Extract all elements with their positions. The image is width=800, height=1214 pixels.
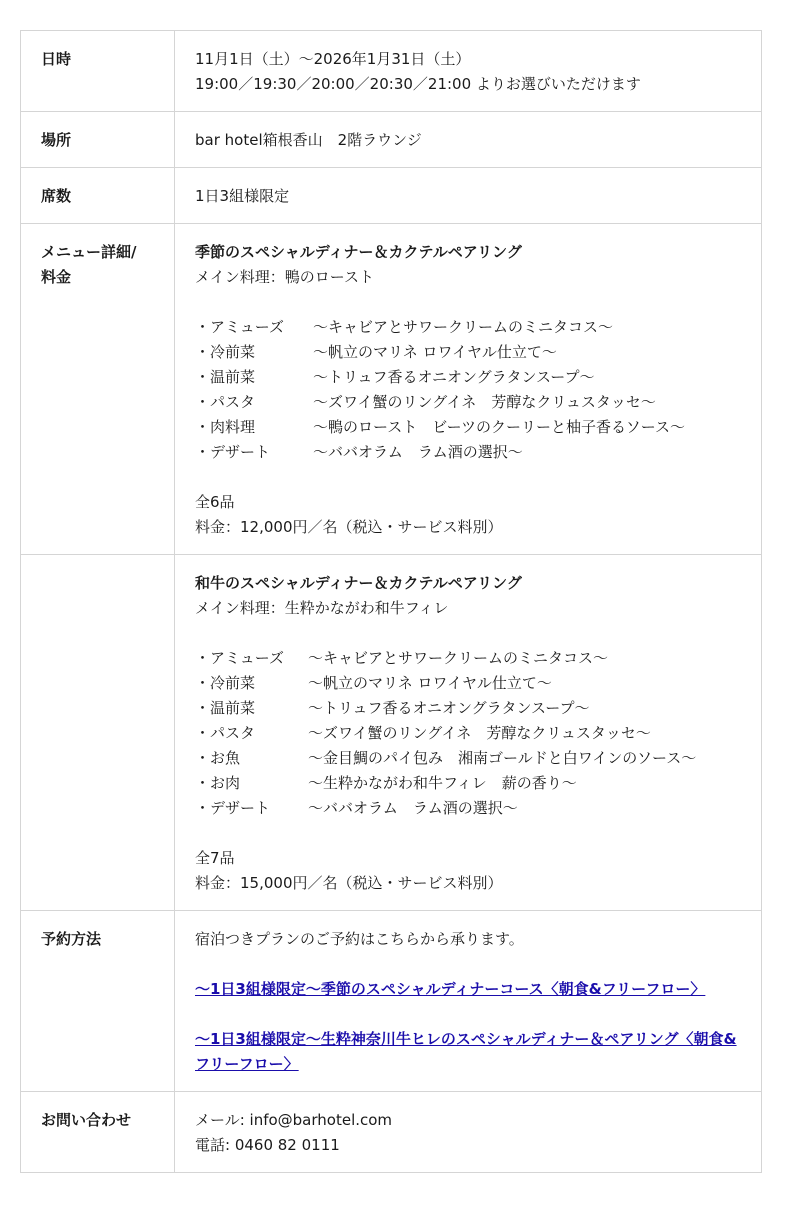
datetime-times: 19:00／19:30／20:00／20:30／21:00 よりお選びいただけます [195, 75, 641, 93]
contact-row [21, 1092, 762, 1173]
menu-label-line1: メニュー詳細/ [41, 243, 137, 261]
wagyu-main-dish: メイン料理：生粋かながわ和牛フィレ [195, 599, 449, 617]
reservation-intro: 宿泊つきプランのご予約はこちらから承ります。 [195, 930, 524, 948]
course-name: ・パスタ [195, 393, 256, 411]
location-value: bar hotel箱根香山 2階ラウンジ [175, 112, 762, 168]
menu-label-line2: 料金 [41, 268, 72, 286]
contact-phone: 電話: 0460 82 0111 [195, 1136, 340, 1154]
menu-label [21, 224, 175, 555]
course-item [195, 646, 741, 671]
reservation-value [175, 911, 762, 1092]
course-item [195, 315, 741, 340]
seasonal-course-list [195, 315, 741, 465]
reservation-label: 予約方法 [21, 911, 175, 1092]
menu-seasonal-details [175, 224, 762, 555]
wagyu-booking-link[interactable]: 〜1日3組様限定〜生粋神奈川牛ヒレのスペシャルディナー＆ペアリング〈朝食&フリーフロー〉 [195, 1030, 737, 1073]
reservation-row [21, 911, 762, 1092]
course-item [195, 721, 741, 746]
course-item [195, 390, 741, 415]
seasonal-main-dish: メイン料理：鴨のロースト [195, 268, 374, 286]
menu-seasonal-row [21, 224, 762, 555]
contact-value [175, 1092, 762, 1173]
wagyu-price: 料金：15,000円／名（税込・サービス料別） [195, 874, 503, 892]
course-description: 〜キャビアとサワークリームのミニタコス〜 [313, 318, 614, 336]
course-name: ・肉料理 [195, 418, 256, 436]
course-description: 〜鴨のロースト ビーツのクーリーと柚子香るソース〜 [313, 418, 686, 436]
course-name: ・パスタ [195, 724, 256, 742]
datetime-label: 日時 [21, 31, 175, 112]
course-name: ・お魚 [195, 749, 241, 767]
seats-label: 席数 [21, 168, 175, 224]
seasonal-booking-link[interactable]: 〜1日3組様限定〜季節のスペシャルディナーコース〈朝食&フリーフロー〉 [195, 980, 706, 998]
course-name: ・冷前菜 [195, 343, 256, 361]
menu-wagyu-details [175, 555, 762, 911]
course-description: 〜トリュフ香るオニオングラタンスープ〜 [313, 368, 595, 386]
course-description: 〜ズワイ蟹のリングイネ 芳醇なクリュスタッセ〜 [313, 393, 656, 411]
course-name: ・お肉 [195, 774, 241, 792]
datetime-dates: 11月1日（土）〜2026年1月31日（土） [195, 50, 471, 68]
course-description: 〜ズワイ蟹のリングイネ 芳醇なクリュスタッセ〜 [308, 724, 651, 742]
course-name: ・アミューズ [195, 649, 284, 667]
course-name: ・温前菜 [195, 368, 256, 386]
course-item [195, 415, 741, 440]
seats-value: 1日3組様限定 [175, 168, 762, 224]
wagyu-course-count: 全7品 [195, 849, 235, 867]
seasonal-price: 料金：12,000円／名（税込・サービス料別） [195, 518, 503, 536]
datetime-value [175, 31, 762, 112]
course-description: 〜生粋かながわ和牛フィレ 薪の香り〜 [308, 774, 577, 792]
location-label: 場所 [21, 112, 175, 168]
course-item [195, 746, 741, 771]
course-item [195, 796, 741, 821]
course-description: 〜トリュフ香るオニオングラタンスープ〜 [308, 699, 590, 717]
contact-label: お問い合わせ [21, 1092, 175, 1173]
seasonal-course-count: 全6品 [195, 493, 235, 511]
course-description: 〜金目鯛のパイ包み 湘南ゴールドと白ワインのソース〜 [308, 749, 697, 767]
event-info-table [20, 30, 762, 1173]
course-description: 〜ババオラム ラム酒の選択〜 [308, 799, 518, 817]
datetime-row [21, 31, 762, 112]
menu-wagyu-row [21, 555, 762, 911]
wagyu-course-list [195, 646, 741, 821]
course-description: 〜帆立のマリネ ロワイヤル仕立て〜 [313, 343, 557, 361]
course-name: ・デザート [195, 799, 271, 817]
wagyu-menu-title: 和牛のスペシャルディナー＆カクテルペアリング [195, 574, 522, 592]
course-item [195, 696, 741, 721]
location-row [21, 112, 762, 168]
course-name: ・温前菜 [195, 699, 256, 717]
course-item [195, 671, 741, 696]
course-description: 〜キャビアとサワークリームのミニタコス〜 [308, 649, 609, 667]
contact-email: メール: info@barhotel.com [195, 1111, 393, 1129]
course-item [195, 771, 741, 796]
course-item [195, 340, 741, 365]
course-description: 〜ババオラム ラム酒の選択〜 [313, 443, 523, 461]
course-description: 〜帆立のマリネ ロワイヤル仕立て〜 [308, 674, 552, 692]
seasonal-menu-title: 季節のスペシャルディナー＆カクテルペアリング [195, 243, 522, 261]
menu-wagyu-label-empty [21, 555, 175, 911]
course-name: ・アミューズ [195, 318, 284, 336]
course-item [195, 440, 741, 465]
course-name: ・冷前菜 [195, 674, 256, 692]
course-item [195, 365, 741, 390]
seats-row [21, 168, 762, 224]
course-name: ・デザート [195, 443, 271, 461]
